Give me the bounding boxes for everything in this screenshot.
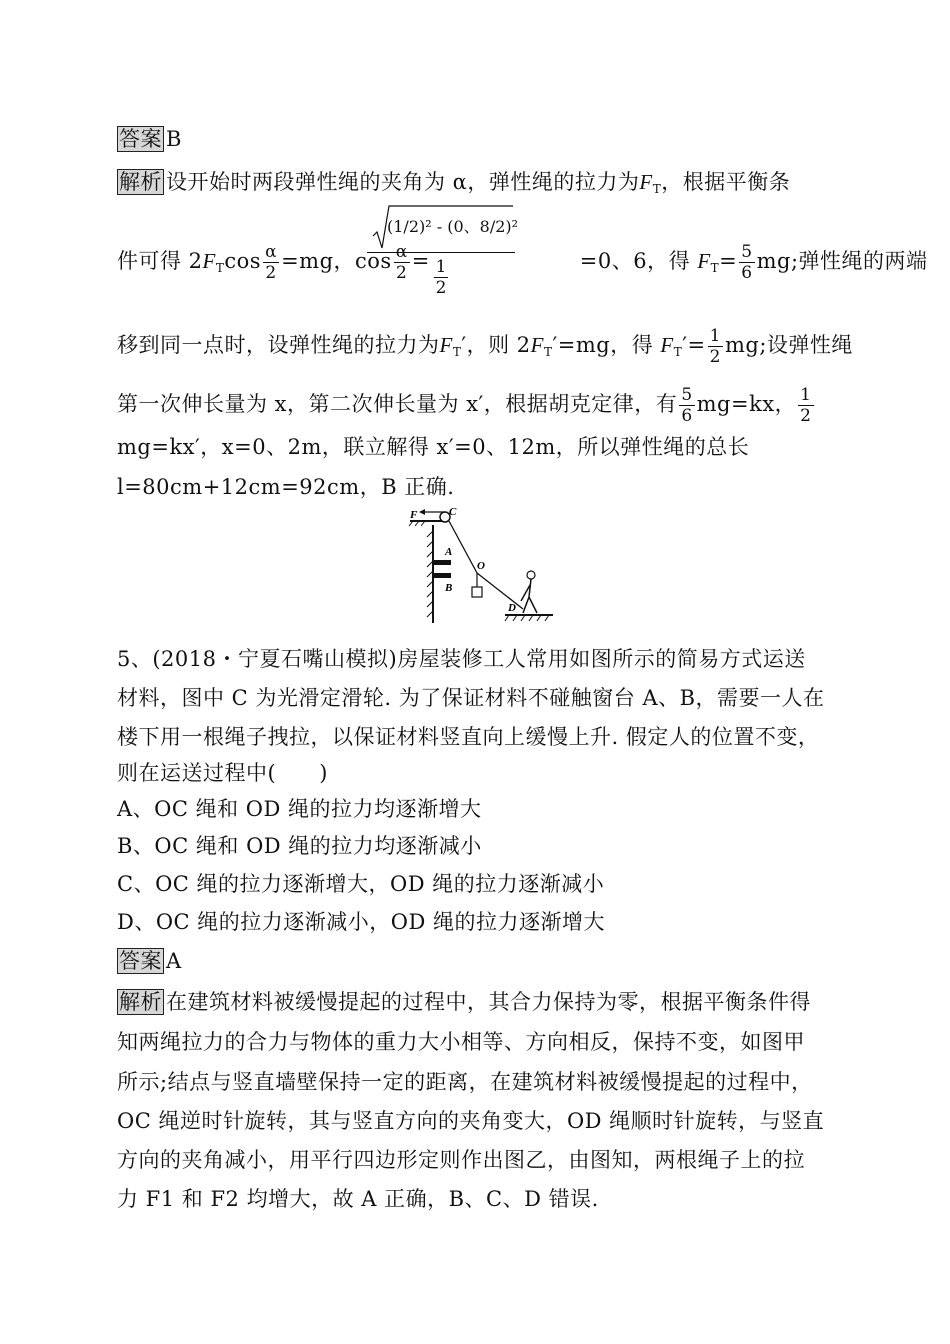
analysis-tag: 解析: [119, 990, 162, 1014]
q4-text-1-end: ，根据平衡条: [661, 170, 791, 194]
q4-text-2c: =mg，cos: [281, 249, 392, 273]
q5-option-c: [117, 869, 604, 899]
alpha-over-two: [263, 242, 279, 283]
label-b: B: [445, 582, 453, 594]
q4-text-4a: 第一次伸长量为 x，第二次伸长量为 x′，根据胡克定律，有: [117, 392, 678, 416]
sqrt-expression: (1/2)² - (0、8/2)²: [387, 217, 519, 236]
q5-analysis-line-6: [117, 1184, 599, 1214]
q4-text-1: 设开始时两段弹性绳的夹角为 α，弹性绳的拉力为: [166, 170, 640, 194]
q4-analysis-line-1: [117, 167, 790, 204]
q5-line-3: [117, 722, 819, 752]
q5-analysis-5: 方向的夹角减小，用平行四边形定则作出图乙，由图知，两根绳子上的拉: [117, 1148, 805, 1172]
ft-symbol: F: [639, 170, 653, 194]
q4-text-3e: mg;设弹性绳: [724, 333, 853, 357]
frac-num: 1: [800, 385, 812, 405]
q5-analysis-3: 所示;结点与竖直墙壁保持一定的距离，在建筑材料被缓慢提起的过程中，: [117, 1070, 813, 1094]
answer-tag: 答案: [119, 127, 162, 151]
pulley-diagram: [405, 505, 555, 635]
q4-text-2d: =: [411, 249, 430, 273]
q5-text-1: 5、(2018・宁夏石嘴山模拟)房屋装修工人常用如图所示的简易方式运送: [117, 647, 806, 671]
ft-sub: T: [673, 345, 683, 359]
q4-text-2a: 件可得 2: [117, 249, 203, 273]
q4-text-2g: mg;弹性绳的两端: [756, 249, 928, 273]
q5-line-2: [117, 683, 825, 713]
ft-symbol: F: [439, 333, 453, 357]
q4-answer: B: [166, 127, 182, 151]
label-f: F: [410, 509, 418, 521]
q4-analysis-line-4: [117, 385, 816, 426]
ft-symbol: F: [697, 249, 711, 273]
five-sixths-2: [679, 385, 694, 426]
one-half-2: [708, 326, 723, 367]
q4-text-2b: cos: [224, 249, 262, 273]
ft-symbol: F: [660, 333, 674, 357]
ft-symbol: F: [530, 333, 544, 357]
option-b-text: B、OC 绳和 OD 绳的拉力均逐渐减小: [117, 834, 482, 858]
q4-text-3b: ′，则 2: [461, 333, 531, 357]
q5-text-2: 材料，图中 C 为光滑定滑轮. 为了保证材料不碰触窗台 A、B，需要一人在: [117, 686, 825, 710]
analysis-tag: 解析: [119, 170, 162, 194]
q4-text-3d: ′=: [682, 333, 706, 357]
q5-answer: A: [166, 949, 182, 973]
frac-den: 2: [265, 263, 277, 283]
frac-num: 1: [709, 326, 721, 346]
sqrt-denominator: [367, 253, 515, 298]
five-sixths: [739, 242, 754, 283]
q5-answer-line: [117, 946, 182, 976]
answer-tag: 答案: [119, 949, 162, 973]
q5-analysis-2: 知两绳拉力的合力与物体的重力大小相等、方向相反，保持不变，如图甲: [117, 1030, 805, 1054]
q5-line-4: [117, 758, 328, 788]
frac-num: 1: [435, 257, 447, 277]
frac-num: α: [265, 242, 278, 262]
ft-sub: T: [652, 182, 662, 196]
ft-sub: T: [452, 345, 462, 359]
ft-symbol: F: [202, 249, 216, 273]
option-c-text: C、OC 绳的拉力逐渐增大，OD 绳的拉力逐渐减小: [117, 872, 605, 896]
frac-den: 2: [435, 278, 447, 298]
q4-text-5: mg=kx′，x=0、2m，联立解得 x′=0、12m，所以弹性绳的总长: [117, 435, 750, 459]
ft-sub: T: [543, 345, 553, 359]
q5-line-1: [117, 644, 806, 674]
q5-option-d: [117, 907, 605, 937]
frac-den: 2: [800, 406, 812, 426]
q4-text-6: l=80cm+12cm=92cm，B 正确.: [117, 475, 455, 499]
ft-sub: T: [710, 261, 720, 275]
ft-sub: T: [215, 261, 225, 275]
q4-text-2f: =: [719, 249, 738, 273]
label-a: A: [445, 546, 453, 558]
label-c: C: [449, 506, 457, 518]
q4-analysis-line-5: [117, 432, 749, 462]
q4-analysis-line-2: [117, 242, 928, 283]
frac-num: 5: [681, 385, 693, 405]
sqrt-fraction: [367, 200, 519, 298]
q5-text-3: 楼下用一根绳子拽拉，以保证材料竖直向上缓慢上升. 假定人的位置不变，: [117, 725, 820, 749]
q5-analysis-4: OC 绳逆时针旋转，其与竖直方向的夹角变大，OD 绳顺时针旋转，与竖直: [117, 1109, 825, 1133]
label-d: D: [508, 602, 516, 614]
label-o: O: [477, 560, 485, 572]
q4-analysis-line-3: [117, 326, 853, 367]
q5-analysis-line-5: [117, 1145, 805, 1175]
pulley-figure: [405, 505, 555, 639]
one-half-3: [798, 385, 813, 426]
frac-den: 6: [741, 263, 753, 283]
option-d-text: D、OC 绳的拉力逐渐减小，OD 绳的拉力逐渐增大: [117, 910, 606, 934]
q4-text-2e: =0、6，得: [579, 249, 691, 273]
frac-den: 2: [396, 263, 408, 283]
q5-text-4: 则在运送过程中( ): [117, 761, 328, 785]
q5-analysis-1: 在建筑材料被缓慢提起的过程中，其合力保持为零，根据平衡条件得: [166, 990, 811, 1014]
q4-text-3c: ′=mg，得: [552, 333, 654, 357]
frac-num: 5: [741, 242, 753, 262]
q5-analysis-line-3: [117, 1067, 813, 1097]
frac-den: 2: [709, 347, 721, 367]
frac-num: α: [395, 242, 408, 262]
frac-den: 6: [681, 406, 693, 426]
q4-text-4b: mg=kx，: [696, 392, 797, 416]
q5-option-a: [117, 794, 482, 824]
one-half: [434, 257, 449, 298]
q4-answer-line: [117, 124, 182, 154]
q5-analysis-line-2: [117, 1027, 805, 1057]
q4-text-3a: 移到同一点时，设弹性绳的拉力为: [117, 333, 440, 357]
q5-analysis-line-4: [117, 1106, 824, 1136]
q5-analysis-6: 力 F1 和 F2 均增大，故 A 正确，B、C、D 错误.: [117, 1187, 599, 1211]
q5-analysis-line-1: [117, 987, 811, 1017]
option-a-text: A、OC 绳和 OD 绳的拉力均逐渐增大: [117, 797, 482, 821]
q5-option-b: [117, 831, 482, 861]
q4-analysis-line-6: [117, 472, 454, 502]
sqrt-numerator: [367, 200, 519, 253]
